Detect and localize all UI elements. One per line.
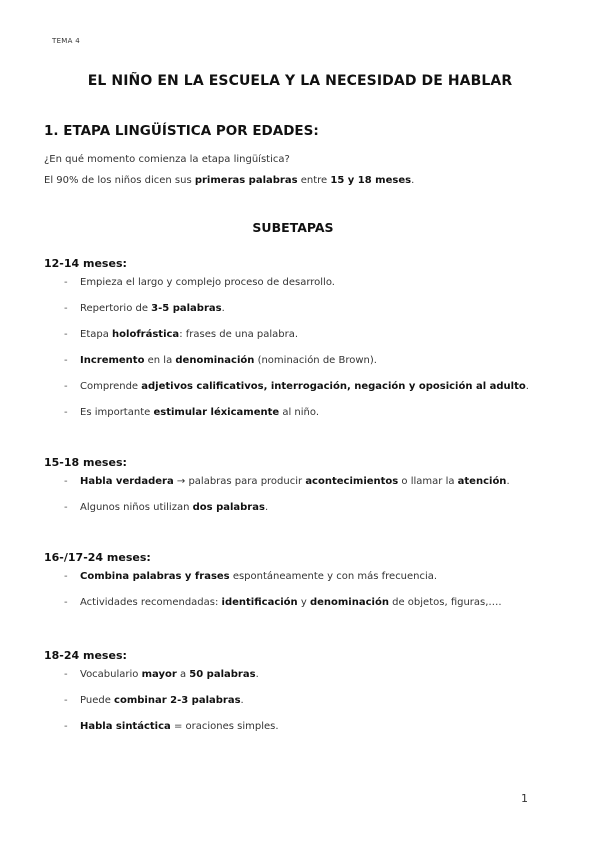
list-item: [44, 721, 564, 733]
bold-text: 50 palabras: [189, 669, 256, 680]
stage-title: 12-14 meses:: [44, 257, 127, 270]
text: de objetos, figuras,….: [388, 597, 502, 608]
intro-text: .: [411, 175, 415, 186]
stage-block: [44, 649, 564, 733]
intro-text: entre: [297, 175, 331, 186]
text: .: [240, 695, 244, 706]
bold-text: identificación: [221, 597, 298, 608]
stage-title: 18-24 meses:: [44, 649, 127, 662]
text: Etapa: [80, 329, 113, 340]
topic-label: TEMA 4: [52, 37, 81, 45]
text: Es importante: [80, 407, 154, 418]
list-item: [44, 381, 564, 393]
text: y: [297, 597, 310, 608]
list-item: [44, 407, 564, 419]
stage-item-list: [44, 669, 564, 733]
stage-item-list: [44, 571, 564, 609]
intro-text: El 90% de los niños dicen sus: [44, 175, 195, 186]
text: .: [221, 303, 225, 314]
list-item: [44, 329, 564, 341]
bold-text: mayor: [141, 669, 177, 680]
list-item: [44, 597, 564, 609]
bold-text: combinar 2-3 palabras: [114, 695, 241, 706]
page-title: EL NIÑO EN LA ESCUELA Y LA NECESIDAD DE HABLAR: [87, 73, 513, 89]
text: → palabras para producir: [173, 476, 306, 487]
subsection-heading: SUBETAPAS: [252, 220, 334, 235]
text: (nominación de Brown).: [254, 355, 377, 366]
text: Puede: [80, 695, 115, 706]
stage-title: 15-18 meses:: [44, 456, 127, 469]
list-item: [44, 669, 564, 681]
text: = oraciones simples.: [170, 721, 279, 732]
bold-text: Combina palabras y frases: [80, 571, 230, 582]
text: Comprende: [80, 381, 142, 392]
stage-block: [44, 257, 564, 419]
list-item: [44, 277, 564, 289]
stage-block: [44, 456, 564, 514]
stage-item-list: [44, 476, 564, 514]
text: Algunos niños utilizan: [80, 502, 193, 513]
text: .: [506, 476, 510, 487]
list-item: [44, 355, 564, 367]
stage-block: [44, 551, 564, 609]
list-item: [44, 571, 564, 583]
text: al niño.: [279, 407, 320, 418]
bold-text: atención: [457, 476, 507, 487]
text: Actividades recomendadas:: [80, 597, 222, 608]
text: Vocabulario: [80, 669, 142, 680]
stage-item-list: [44, 277, 564, 419]
bold-text: adjetivos calificativos, interrogación, negación y oposición al adulto: [141, 381, 526, 392]
text: .: [255, 669, 259, 680]
bold-text: Incremento: [80, 355, 145, 366]
intro-bold-text: 15 y 18 meses: [330, 175, 412, 186]
section-heading: 1. ETAPA LINGÜÍSTICA POR EDADES:: [44, 123, 319, 139]
list-item: [44, 303, 564, 315]
bold-text: 3-5 palabras: [151, 303, 222, 314]
list-item: [44, 502, 564, 514]
text: espontáneamente y con más frecuencia.: [229, 571, 438, 582]
intro-question: ¿En qué momento comienza la etapa lingüística?: [44, 154, 290, 165]
intro-statement: [44, 175, 414, 186]
text: .: [264, 502, 269, 513]
text: : frases de una palabra.: [179, 329, 299, 340]
bold-text: acontecimientos: [305, 476, 399, 487]
list-item: [44, 476, 564, 488]
text: en la: [144, 355, 176, 366]
bold-text: Habla sintáctica: [80, 721, 171, 732]
text: Empieza el largo y complejo proceso de desarrollo.: [80, 277, 335, 288]
page-number: 1: [521, 792, 528, 805]
bold-text: dos palabras: [192, 502, 265, 513]
list-item: [44, 695, 564, 707]
text: Repertorio de: [80, 303, 152, 314]
bold-text: denominación: [309, 597, 389, 608]
stage-title: 16-/17-24 meses:: [44, 551, 151, 564]
intro-bold-text: primeras palabras: [194, 175, 298, 186]
bold-text: denominación: [175, 355, 255, 366]
text: .: [525, 381, 529, 392]
text: o llamar la: [398, 476, 458, 487]
bold-text: holofrástica: [112, 329, 180, 340]
text: a: [176, 669, 190, 680]
bold-text: Habla verdadera: [80, 476, 174, 487]
bold-text: estimular léxicamente: [153, 407, 280, 418]
